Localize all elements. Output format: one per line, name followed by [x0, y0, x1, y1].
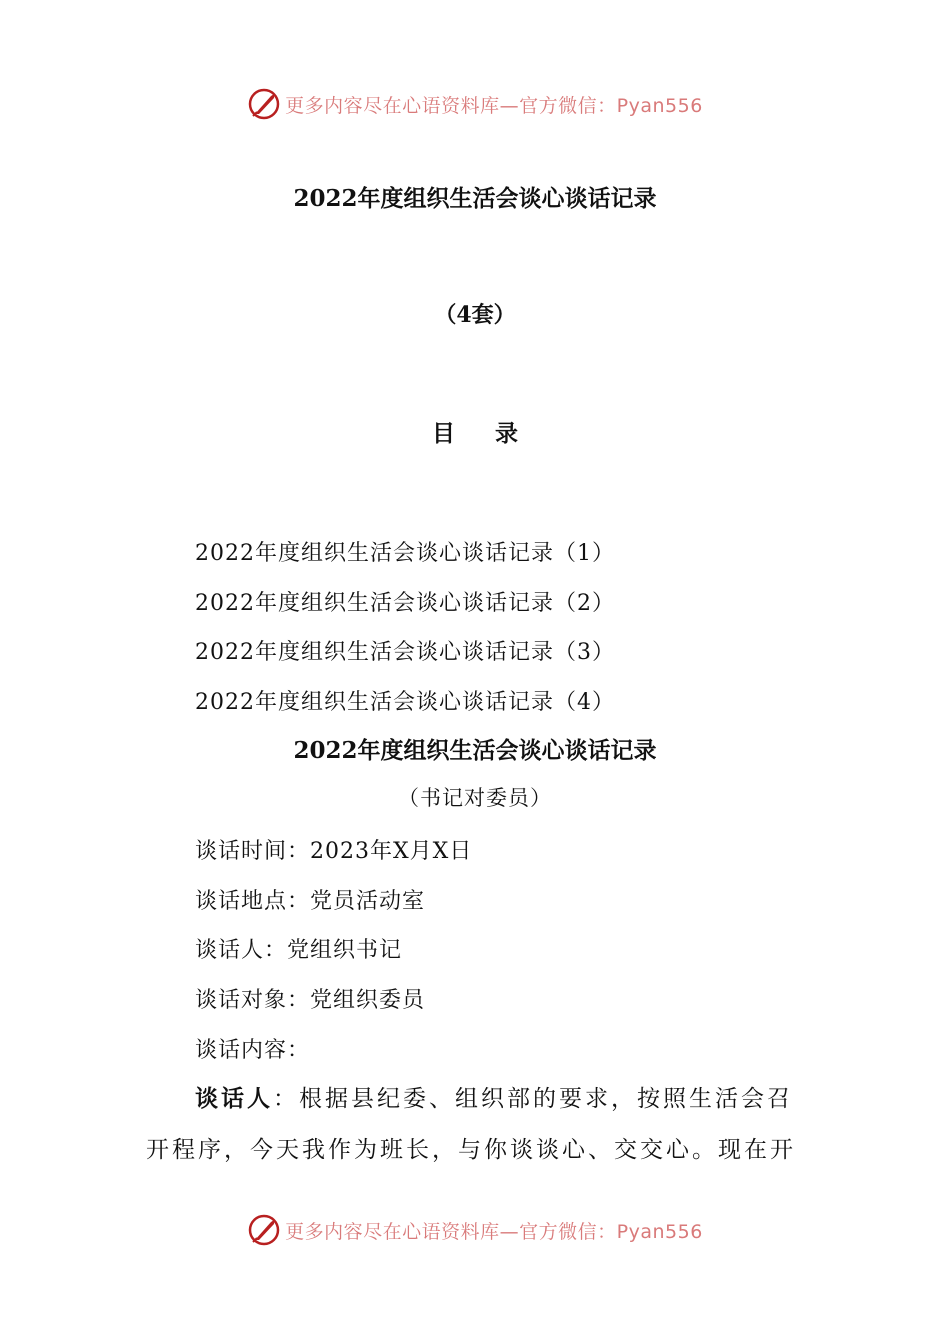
banner-text: 更多内容尽在心语资料库—官方微信：Pyan556 [285, 1220, 703, 1243]
body-paragraph-line [195, 1080, 855, 1113]
paragraph-text: ：根据县纪委、组织部的要求，按照生活会召 [273, 1086, 793, 1112]
body-paragraph-line: 开程序，今天我作为班长，与你谈谈心、交交心。现在开 [146, 1137, 796, 1163]
toc-heading: 目录 [432, 420, 558, 447]
meta-speaker: 谈话人：党组织书记 [195, 938, 403, 963]
toc-item[interactable]: 2022年度组织生活会谈心谈话记录（1） [195, 541, 615, 566]
section-subtitle: （书记对委员） [398, 786, 552, 810]
meta-location: 谈话地点：党员活动室 [195, 889, 426, 914]
meta-time: 谈话时间：2023年X月X日 [195, 839, 473, 864]
quill-pen-logo-icon [247, 87, 281, 121]
footer-banner [0, 1210, 950, 1250]
document-title: 2022年度组织生活会谈心谈话记录 [293, 185, 657, 212]
meta-target: 谈话对象：党组织委员 [195, 988, 426, 1013]
toc-item[interactable]: 2022年度组织生活会谈心谈话记录（2） [195, 591, 615, 616]
document-count: （4套） [434, 302, 516, 328]
section-title: 2022年度组织生活会谈心谈话记录 [293, 737, 657, 764]
speaker-label: 谈话人 [195, 1085, 273, 1112]
quill-pen-logo-icon [247, 1213, 281, 1247]
toc-item[interactable]: 2022年度组织生活会谈心谈话记录（3） [195, 640, 615, 665]
meta-content-label: 谈话内容： [195, 1038, 311, 1063]
banner-text: 更多内容尽在心语资料库—官方微信：Pyan556 [285, 94, 703, 117]
header-banner [0, 84, 950, 124]
toc-item[interactable]: 2022年度组织生活会谈心谈话记录（4） [195, 690, 615, 715]
